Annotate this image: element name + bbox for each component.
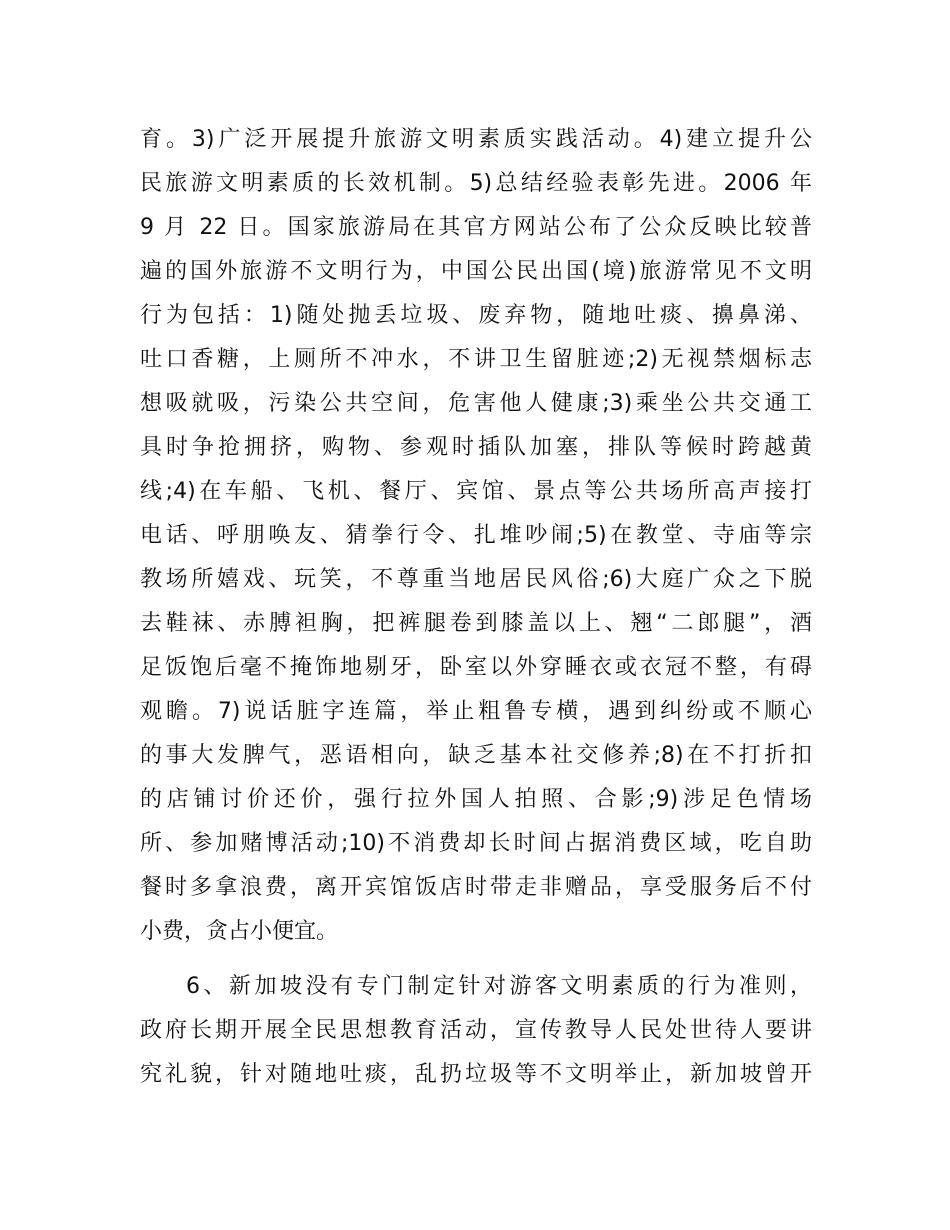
text-line: 所、参加赌博活动;10)不消费却长时间占据消费区域，吃自助: [140, 831, 812, 856]
body-text: [140, 118, 812, 1097]
text-line: 的店铺讨价还价，强行拉外国人拍照、合影;9)涉足色情场: [140, 787, 812, 812]
text-line: 餐时多拿浪费，离开宾馆饭店时带走非赠品，享受服务后不付: [140, 875, 812, 900]
text-line: 9 月 22 日。国家旅游局在其官方网站公布了公众反映比较普: [140, 215, 812, 240]
text-line: 育。3)广泛开展提升旅游文明素质实践活动。4)建立提升公: [140, 127, 812, 152]
text-line: 民旅游文明素质的长效机制。5)总结经验表彰先进。2006 年: [140, 171, 812, 196]
text-line: 电话、呼朋唤友、猜拳行令、扎堆吵闹;5)在教堂、寺庙等宗: [140, 523, 812, 548]
text-line: 政府长期开展全民思想教育活动，宣传教导人民处世待人要讲: [140, 1018, 812, 1043]
paragraph-1: [140, 118, 812, 954]
text-line: 吐口香糖，上厕所不冲水，不讲卫生留脏迹;2)无视禁烟标志: [140, 347, 812, 372]
text-line: 小费，贪占小便宜。: [140, 919, 339, 944]
text-line: 观瞻。7)说话脏字连篇，举止粗鲁专横，遇到纠纷或不顺心: [140, 699, 812, 724]
text-line: 的事大发脾气，恶语相向，缺乏基本社交修养;8)在不打折扣: [140, 743, 812, 768]
text-line: 线;4)在车船、飞机、餐厅、宾馆、景点等公共场所高声接打: [140, 479, 812, 504]
text-line: 遍的国外旅游不文明行为，中国公民出国(境)旅游常见不文明: [140, 259, 812, 284]
text-line: 行为包括：1)随处抛丢垃圾、废弃物，随地吐痰、擤鼻涕、: [140, 303, 812, 328]
paragraph-gap: [140, 954, 812, 965]
text-line: 具时争抢拥挤，购物、参观时插队加塞，排队等候时跨越黄: [140, 435, 812, 460]
text-line: 教场所嬉戏、玩笑，不尊重当地居民风俗;6)大庭广众之下脱: [140, 567, 812, 592]
text-line: 去鞋袜、赤膊袒胸，把裤腿卷到膝盖以上、翘“二郎腿”，酒: [140, 611, 812, 636]
text-line: 究礼貌，针对随地吐痰，乱扔垃圾等不文明举止，新加坡曾开: [140, 1062, 812, 1087]
text-line: 6、新加坡没有专门制定针对游客文明素质的行为准则，: [186, 974, 812, 999]
paragraph-2: [140, 965, 812, 1097]
text-line: 足饭饱后毫不掩饰地剔牙，卧室以外穿睡衣或衣冠不整，有碍: [140, 655, 812, 680]
text-line: 想吸就吸，污染公共空间，危害他人健康;3)乘坐公共交通工: [140, 391, 812, 416]
